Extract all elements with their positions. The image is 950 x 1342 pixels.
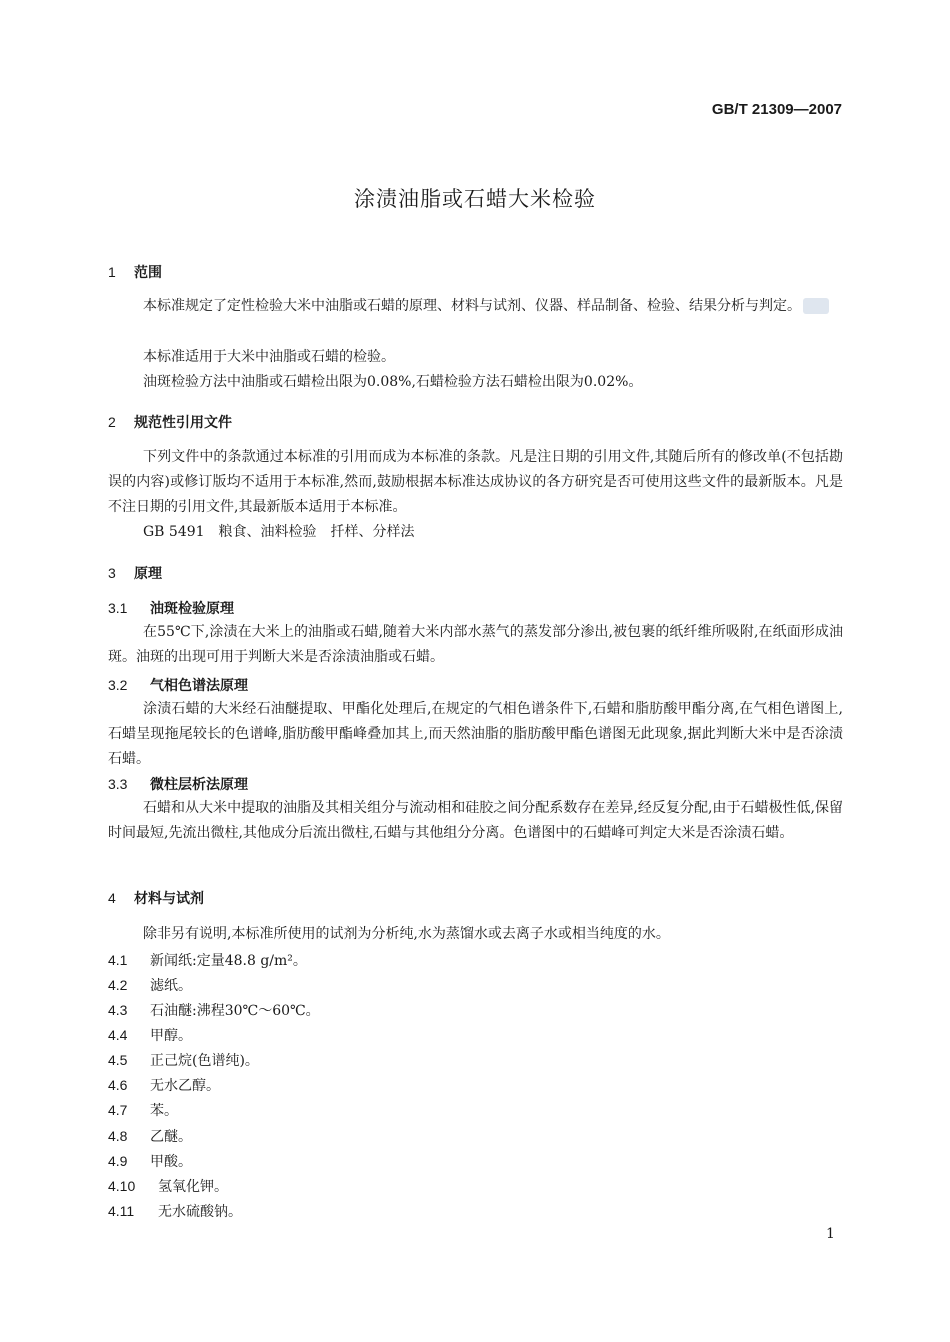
item-number: 4.8 — [108, 1128, 128, 1144]
item-number: 4.9 — [108, 1153, 128, 1169]
section-4-heading — [108, 888, 204, 908]
item-number: 4.10 — [108, 1178, 136, 1194]
item-text: 新闻纸:定量48.8 g/m²。 — [150, 953, 307, 969]
page-number: 1 — [826, 1226, 835, 1242]
list-item — [108, 950, 307, 970]
subsection-number: 3.1 — [108, 600, 128, 616]
section-3-heading — [108, 563, 162, 583]
item-text: 滤纸。 — [150, 978, 192, 994]
item-text: 正己烷(色谱纯)。 — [150, 1053, 259, 1069]
section-title: 规范性引用文件 — [134, 415, 232, 431]
item-text: 甲酸。 — [150, 1154, 192, 1170]
list-item — [108, 1126, 192, 1146]
item-text: 无水乙醇。 — [150, 1078, 220, 1094]
subsection-3-3-heading — [108, 774, 248, 794]
list-item — [108, 1050, 259, 1070]
paragraph-text: 本标准规定了定性检验大米中油脂或石蜡的原理、材料与试剂、仪器、样品制备、检验、结果分析与判定。 — [143, 298, 801, 314]
subsection-title: 油斑检验原理 — [150, 601, 234, 617]
watermark-logo-icon: sac — [803, 298, 829, 314]
document-title: 涂渍油脂或石蜡大米检验 — [354, 187, 596, 211]
section-1-heading — [108, 262, 162, 282]
item-number: 4.2 — [108, 977, 128, 993]
standard-number: GB/T 21309—2007 — [711, 101, 842, 118]
item-text: 氢氧化钾。 — [158, 1179, 228, 1195]
section-title: 原理 — [134, 566, 162, 582]
subsection-number: 3.3 — [108, 776, 128, 792]
subsection-number: 3.2 — [108, 677, 128, 693]
subsection-3-1-heading — [108, 598, 234, 618]
list-item — [108, 1075, 220, 1095]
list-item — [108, 1025, 192, 1045]
section-number: 2 — [108, 414, 116, 430]
item-number: 4.1 — [108, 952, 128, 968]
item-text: 无水硫酸钠。 — [158, 1204, 242, 1220]
subsection-3-3-paragraph: 石蜡和从大米中提取的油脂及其相关组分与流动相和硅胶之间分配系数存在差异,经反复分配,由于石蜡极性低,保留时间最短,先流出微柱,其他成分后流出微柱,石蜡与其他组分分离。色谱图中的石蜡峰可判定大米是否涂渍石蜡。 — [108, 800, 843, 841]
item-number: 4.6 — [108, 1077, 128, 1093]
item-text: 石油醚:沸程30℃～60℃。 — [150, 1003, 320, 1019]
subsection-title: 气相色谱法原理 — [150, 678, 248, 694]
item-number: 4.3 — [108, 1002, 128, 1018]
list-item — [108, 1201, 242, 1221]
section-1-paragraph-3: 油斑检验方法中油脂或石蜡检出限为0.08%,石蜡检验方法石蜡检出限为0.02%。 — [143, 374, 643, 390]
item-number: 4.4 — [108, 1027, 128, 1043]
section-2-paragraph-1: 下列文件中的条款通过本标准的引用而成为本标准的条款。凡是注日期的引用文件,其随后所有的修改单(不包括勘误的内容)或修订版均不适用于本标准,然而,鼓励根据本标准达成协议的各方研究是否可使用这些文件的最新版本。凡是不注日期的引用文件,其最新版本适用于本标准。 — [108, 449, 843, 515]
section-number: 4 — [108, 890, 116, 906]
item-number: 4.5 — [108, 1052, 128, 1068]
list-item — [108, 1100, 178, 1120]
section-title: 范围 — [134, 265, 162, 281]
item-number: 4.11 — [108, 1203, 135, 1219]
list-item — [108, 1176, 228, 1196]
list-item — [108, 975, 192, 995]
subsection-3-2-heading — [108, 675, 248, 695]
list-item — [108, 1151, 192, 1171]
item-number: 4.7 — [108, 1102, 128, 1118]
section-1-paragraph-1 — [108, 294, 854, 319]
section-number: 3 — [108, 565, 116, 581]
normative-reference: GB 5491 粮食、油料检验 扦样、分样法 — [143, 524, 415, 540]
list-item — [108, 1000, 320, 1020]
section-4-intro: 除非另有说明,本标准所使用的试剂为分析纯,水为蒸馏水或去离子水或相当纯度的水。 — [143, 926, 670, 942]
item-text: 乙醚。 — [150, 1129, 192, 1145]
section-2-heading — [108, 412, 232, 432]
subsection-title: 微柱层析法原理 — [150, 777, 248, 793]
item-text: 甲醇。 — [150, 1028, 192, 1044]
section-title: 材料与试剂 — [134, 891, 204, 907]
section-number: 1 — [108, 264, 116, 280]
item-text: 苯。 — [150, 1103, 178, 1119]
section-1-paragraph-2: 本标准适用于大米中油脂或石蜡的检验。 — [143, 349, 395, 365]
subsection-3-2-paragraph: 涂渍石蜡的大米经石油醚提取、甲酯化处理后,在规定的气相色谱条件下,石蜡和脂肪酸甲酯分离,在气相色谱图上,石蜡呈现拖尾较长的色谱峰,脂肪酸甲酯峰叠加其上,而天然油脂的脂肪酸甲酯色谱图无此现象,据此判断大米中是否涂渍石蜡。 — [108, 701, 843, 767]
subsection-3-1-paragraph: 在55℃下,涂渍在大米上的油脂或石蜡,随着大米内部水蒸气的蒸发部分渗出,被包裹的纸纤维所吸附,在纸面形成油斑。油斑的出现可用于判断大米是否涂渍油脂或石蜡。 — [108, 624, 843, 665]
